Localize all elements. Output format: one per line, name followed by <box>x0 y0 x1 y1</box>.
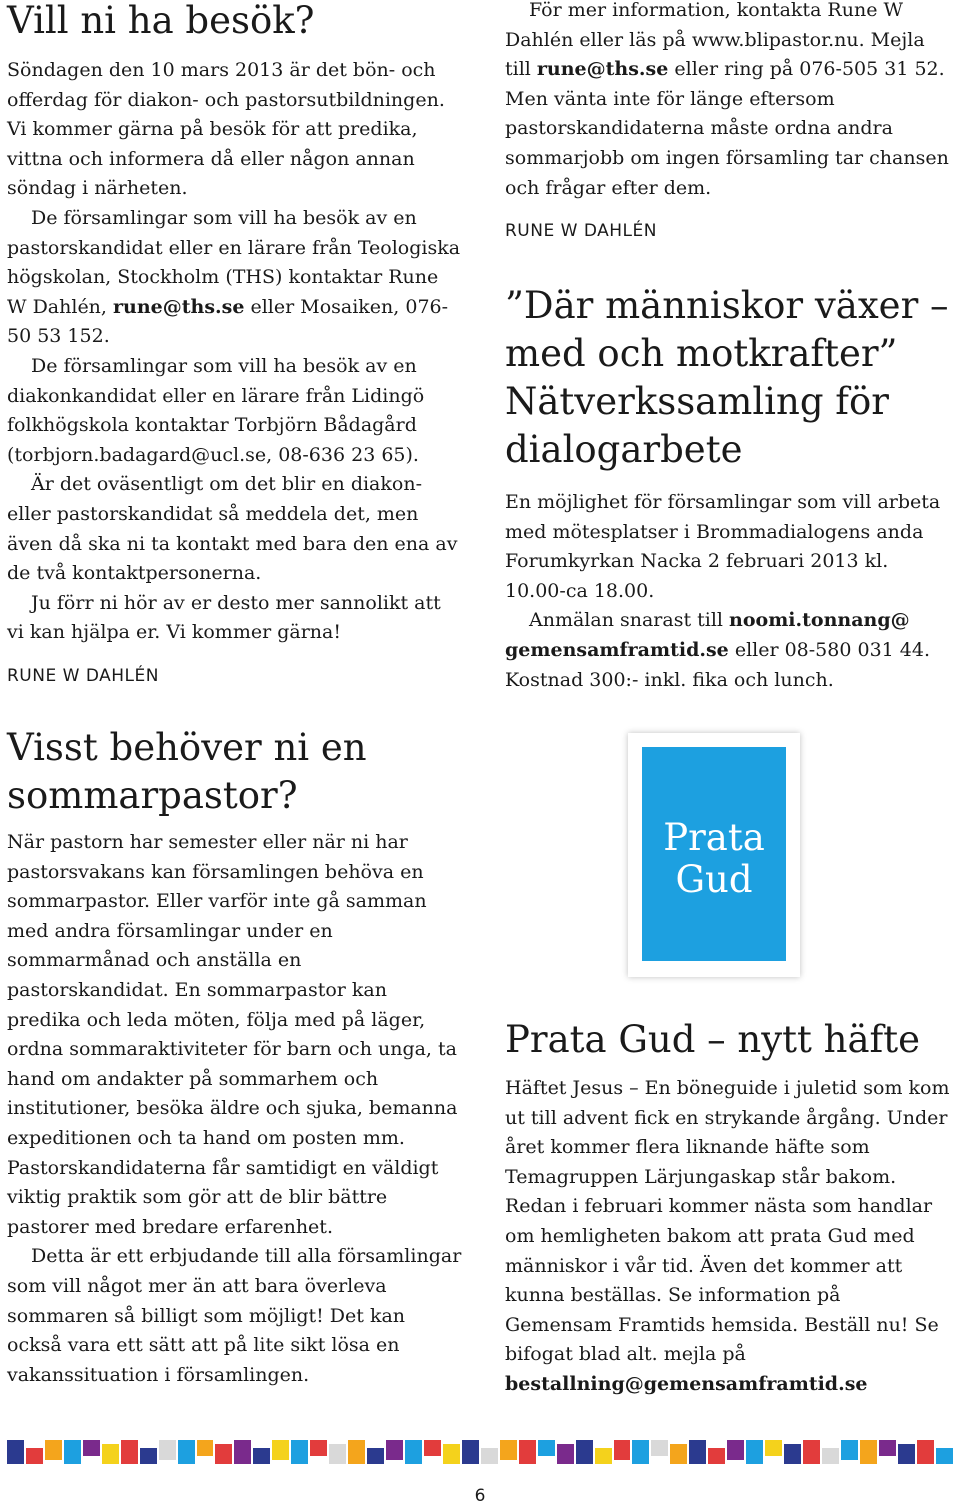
paragraph: Detta är ett erbjudande till alla församlingar som vill något mer än att bara överleva sommaren så billigt som möjligt! Det kan också vara ett sätt att på lite sikt lösa en vakanssituation i församlingen. <box>7 1245 462 1386</box>
stripe-block <box>140 1448 157 1464</box>
email-link[interactable]: rune@ths.se <box>113 295 245 318</box>
stripe-block <box>708 1448 725 1464</box>
stripe-block <box>45 1440 62 1460</box>
article-prata-gud <box>505 1016 950 1400</box>
article-title: ”Där människor växer – med och motkrafter” Nätverkssamling för dialogarbete <box>505 284 949 471</box>
paragraph: De församlingar som vill ha besök av en pastorskandidat eller en lärare från Teologiska högskolan, Stockholm (THS) kontaktar Rune W Dahlén, rune@ths.se eller Mosaiken, 076-50 53 152. <box>7 206 461 348</box>
email-link[interactable]: noomi.tonnang@ gemensamframtid.se <box>505 609 910 661</box>
stripe-block <box>83 1440 100 1456</box>
stripe-block <box>178 1440 195 1464</box>
article-vill-ni-ha-besok <box>7 0 462 688</box>
signature: RUNE W DAHLÉN <box>505 221 657 242</box>
signature: RUNE W DAHLÉN <box>7 665 159 686</box>
stripe-block <box>632 1440 649 1464</box>
stripe-block <box>576 1440 593 1464</box>
paragraph: Häftet Jesus – En böneguide i juletid som kom ut till advent fick en strykande årgång. Under året kommer flera liknande häfte som Temagruppen Lärjungaskap står bakom. Redan i februari kommer nästa som handlar om hemligheten bakom att prata Gud med människor i vår tid. Även det kommer att kunna beställas. Se information på Gemensam Framtids hemsida. Beställ nu! Se bifogat blad alt. mejla på bestallning@gemensamframtid.se <box>505 1077 950 1395</box>
paragraph: Ju förr ni hör av er desto mer sannolikt att vi kan hjälpa er. Vi kommer gärna! <box>7 591 441 644</box>
stripe-block <box>197 1440 214 1456</box>
stripe-block <box>727 1440 744 1460</box>
stripe-block <box>121 1440 138 1464</box>
stripe-block <box>898 1444 915 1464</box>
stripe-block <box>917 1440 934 1464</box>
stripe-block <box>879 1440 896 1456</box>
article-continuation <box>505 0 950 243</box>
stripe-block <box>405 1440 422 1464</box>
stripe-block <box>159 1440 176 1460</box>
stripe-block <box>860 1440 877 1464</box>
stripe-block <box>746 1440 763 1464</box>
booklet-cover <box>642 747 786 961</box>
stripe-block <box>26 1448 43 1464</box>
stripe-block <box>102 1444 119 1464</box>
paragraph: För mer information, kontakta Rune W Dahlén eller läs på www.blipastor.nu. Mejla till rune@ths.se eller ring på 076-505 31 52. Men vänta inte för länge eftersom pastorskandidaterna måste ordna andra sommarjobb om ingen församling tar chansen och frågar efter dem. <box>505 0 949 199</box>
stripe-block <box>841 1440 858 1460</box>
stripe-block <box>234 1440 251 1464</box>
stripe-block <box>689 1440 706 1464</box>
paragraph: Anmälan snarast till noomi.tonnang@ gemensamframtid.se eller 08-580 031 44. Kostnad 300:- inkl. fika och lunch. <box>505 609 931 691</box>
stripe-block <box>784 1444 801 1464</box>
stripe-block <box>595 1448 612 1464</box>
stripe-block <box>348 1440 365 1464</box>
booklet-title-line: Prata <box>663 816 765 859</box>
booklet-title-line: Gud <box>675 858 753 901</box>
article-title: Prata Gud – nytt häfte <box>505 1018 921 1061</box>
stripe-block <box>64 1440 81 1464</box>
stripe-block <box>822 1448 839 1464</box>
stripe-block <box>253 1448 270 1464</box>
stripe-block <box>386 1440 403 1460</box>
booklet-cover-image <box>628 733 800 977</box>
page-number: 6 <box>474 1486 486 1506</box>
stripe-block <box>936 1448 953 1464</box>
stripe-block <box>443 1444 460 1464</box>
stripe-block <box>272 1440 289 1460</box>
stripe-block <box>215 1444 232 1464</box>
stripe-block <box>500 1440 517 1460</box>
stripe-block <box>7 1440 24 1464</box>
stripe-block <box>481 1448 498 1464</box>
stripe-block <box>329 1444 346 1464</box>
stripe-block <box>519 1440 536 1464</box>
paragraph: Söndagen den 10 mars 2013 är det bön- och offerdag för diakon- och pastorsutbildningen. Vi kommer gärna på besök för att predika, vittna och informera då eller någon annan söndag i närheten. <box>7 59 445 200</box>
article-natverkssamling <box>505 282 950 695</box>
email-link[interactable]: bestallning@gemensamframtid.se <box>505 1372 868 1395</box>
stripe-block <box>424 1440 441 1456</box>
stripe-block <box>803 1440 820 1464</box>
stripe-block <box>670 1444 687 1464</box>
article-title: Visst behöver ni en sommarpastor? <box>7 726 367 817</box>
paragraph: De församlingar som vill ha besök av en diakonkandidat eller en lärare från Lidingö folkhögskola kontaktar Torbjörn Bådagård (torbjorn.badagard@ucl.se, 08-636 23 65). <box>7 354 425 466</box>
stripe-block <box>614 1440 631 1460</box>
article-sommarpastor <box>7 724 462 1390</box>
paragraph: En möjlighet för församlingar som vill arbeta med mötesplatser i Brommadialogens anda Forumkyrkan Nacka 2 februari 2013 kl. 10.00-ca 18.00. <box>505 491 941 602</box>
paragraph: Är det oväsentligt om det blir en diakon- eller pastorskandidat så meddela det, men även då ska ni ta kontakt med bara den ena av de två kontaktpersonerna. <box>7 473 458 585</box>
stripe-block <box>367 1448 384 1464</box>
stripe-block <box>765 1440 782 1456</box>
stripe-block <box>538 1440 555 1456</box>
email-link[interactable]: rune@ths.se <box>536 58 669 81</box>
paragraph: När pastorn har semester eller när ni har pastorsvakans kan församlingen behöva en sommarpastor. Eller varför inte gå samman med andra församlingar under en sommarmånad och anställa en pastorskandidat. En sommarpastor kan predika och leda möten, följa med på läger, ordna sommaraktiviteter för barn och unga, ta hand om andakter på sommarhem och institutioner, besöka äldre och sjuka, bemanna expeditionen och ta hand om posten mm. Pastorskandidaterna får samtidigt en väldigt viktig praktik som gör att de blir bättre pastorer med bredare erfarenhet. <box>7 831 458 1238</box>
stripe-block <box>462 1440 479 1464</box>
stripe-block <box>310 1440 327 1456</box>
article-title: Vill ni ha besök? <box>7 0 315 42</box>
stripe-block <box>557 1444 574 1464</box>
stripe-block <box>651 1440 668 1456</box>
decorative-color-stripe <box>7 1440 955 1464</box>
stripe-block <box>291 1440 308 1464</box>
